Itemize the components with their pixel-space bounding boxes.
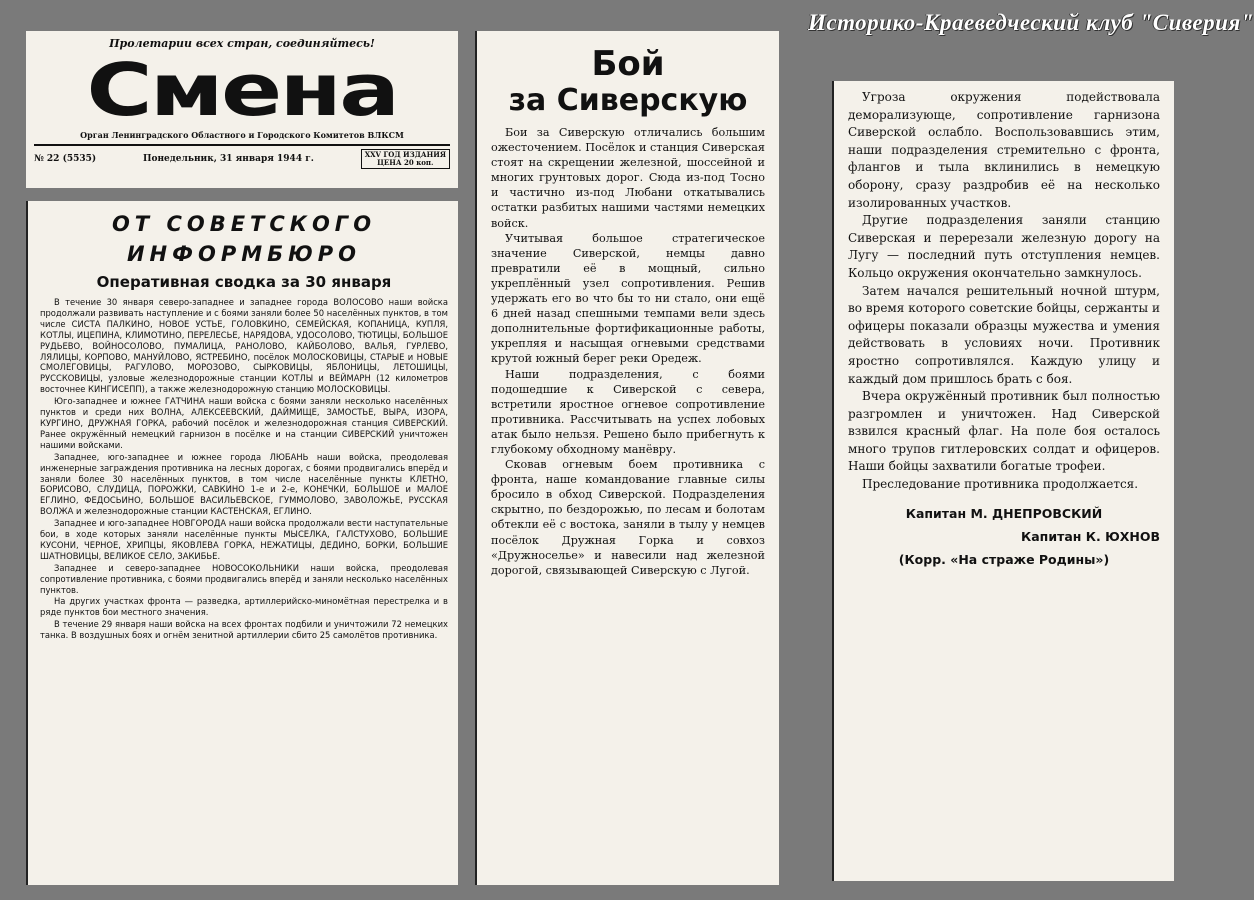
article-signatures [848, 502, 1160, 571]
article-paragraph: Учитывая большое стратегическое значение Сиверской, немцы давно превратили её в мощный, сильно укреплённый узел сопротивления. Решив удержать его во что бы то ни стало, они ещё 6 дней назад спешными темпами вели здесь дополнительные фортификационные работы, укрепляя и насыщая огневыми средствами крутой южный берег реки Оредеж. [491, 231, 765, 366]
report-paragraph: Западнее и юго-западнее НОВГОРОДА наши войска продолжали вести наступательные бои, в ходе которых заняли населённые пункты МЫСЕЛКА, ГАЛСТУХОВО, БОЛЬШИЕ КУСОНИ, ЧЕРНОЕ, ХРИПЦЫ, ЯКОВЛЕВА ГОРКА, НЕЖАТИЦЫ, ДЕДИНО, БОРКИ, БОЛЬШИЕ ШАТНОВИЦЫ, ВЕЛИКОЕ СЕЛО, ЗАКИБЬЕ. [40, 518, 448, 561]
continuation-paragraph: Вчера окружённый противник был полностью разгромлен и уничтожен. Над Сиверской взвился красный флаг. На поле боя осталось много трупов гитлеровских солдат и офицеров. Наши бойцы захватили богатые трофеи. [848, 389, 1160, 474]
article-continuation [832, 81, 1174, 881]
article-title-line1: Бой [591, 44, 665, 84]
year-price-box [361, 149, 450, 169]
report-paragraph: Западнее и северо-западнее НОВОСОКОЛЬНИКИ наши войска, преодолевая сопротивление противника, с боями продвигались вперёд и заняли несколько населённых пунктов. [40, 562, 448, 595]
club-watermark: Историко-Краеведческий клуб "Сиверия" [808, 10, 1254, 35]
masthead-info-line [34, 149, 450, 169]
continuation-body [848, 89, 1160, 494]
newspaper-title: Смена [86, 48, 398, 132]
report-body [40, 297, 448, 641]
continuation-paragraph: Угроза окружения подействовала деморализующе, сопротивление гарнизона Сиверской ослабло. Воспользовавшись этим, наши подразделения стремительно с фронта, флангов и тыла вклинились в немецкую оборону, сразу раздробив её на несколько изолированных участков. [848, 90, 1160, 210]
signature-yukhnov: Капитан К. ЮХНОВ [1021, 528, 1160, 544]
article-paragraph: Сковав огневым боем противника с фронта, наше командование главные силы бросило в обход Сиверской. Подразделения скрытно, по бездорожью, по лесам и болотам обтекли её с востока, заняли в тылу у немцев посёлок Дружная Горка и совхоз «Дружноселье» и навесили над железной дорогой, связывающей Сиверскую с Лугой. [491, 458, 765, 577]
report-heading-line2: ИНФОРМБЮРО [126, 242, 362, 266]
report-heading-line1: ОТ СОВЕТСКОГО [111, 212, 377, 236]
sovinformburo-report [26, 201, 458, 885]
masthead-rule [34, 144, 450, 146]
article-title-line2: за Сиверскую [508, 83, 748, 118]
continuation-paragraph: Преследование противника продолжается. [862, 477, 1139, 492]
report-paragraph: Западнее, юго-западнее и южнее города ЛЮБАНЬ наши войска, преодолевая инженерные заграждения противника на лесных дорогах, с боями продвигались вперёд и заняли более 30 населённых пунктов, в том числе населённые пункты КЛЕТНО, БОРИСОВО, СЛУДИЦА, ПОРОЖКИ, САВКИНО 1-е и 2-е, КОНЕЧКИ, БОЛЬШОЕ и МАЛОЕ ЕГЛИНО, ФЕДОСЬИНО, БОЛЬШОЕ ВАСИЛЬЕВСКОЕ, ГУММОЛОВО, ЗАВОЛОЖЬЕ, РУССКАЯ ВОЛЖА и железнодорожные станции КАСТЕНСКАЯ, ЕГЛИНО. [40, 451, 448, 517]
article-paragraph: Наши подразделения, с боями подошедшие к Сиверской с севера, встретили яростное огневое сопротивление противника. Рассчитывать на успех лобовых атак было нельзя. Решено было прибегнуть к глубокому обходному манёвру. [491, 367, 765, 456]
article-paragraph: Бои за Сиверскую отличались большим ожесточением. Посёлок и станция Сиверская стоят на скрещении железной, шоссейной и многих грунтовых дорог. Сюда из-под Тосно и частично из-под Любани откатывались остатки разбитых нашими частями немецких войск. [491, 126, 765, 230]
signature-dneprovsky: Капитан М. ДНЕПРОВСКИЙ [905, 505, 1103, 521]
issue-date: Понедельник, 31 января 1944 г. [142, 154, 314, 164]
year-line: XXV ГОД ИЗДАНИЯ [364, 150, 446, 159]
masthead-organ: Орган Ленинградского Областного и Городского Комитетов ВЛКСМ [80, 130, 404, 140]
report-paragraph: Юго-западнее и южнее ГАТЧИНА наши войска с боями заняли несколько населённых пунктов и среди них ВОЛНА, АЛЕКСЕЕВСКИЙ, ДАЙМИЩЕ, ЗАМОСТЬЕ, ВЫРА, ИЗОРА, КУРГИНО, ДРУЖНАЯ ГОРКА, рабочий посёлок и железнодорожная станция СИВЕРСКИЙ. Ранее окружённый немецкий гарнизон в посёлке и на станции СИВЕРСКИЙ уничтожен нашими войсками. [40, 396, 448, 450]
price-line: ЦЕНА 20 коп. [377, 158, 434, 167]
report-subheading: Оперативная сводка за 30 января [96, 273, 392, 291]
article-body [491, 125, 765, 578]
continuation-paragraph: Затем начался решительный ночной штурм, во время которого советские бойцы, сержанты и офицеры показали образцы мужества и умения действовать в условиях ночи. Противник яростно сопротивлялся. Каждую улицу и каждый дом пришлось брать с боя. [848, 283, 1160, 386]
issue-number: № 22 (5535) [34, 154, 97, 164]
masthead-motto: Пролетарии всех стран, соединяйтесь! [109, 37, 375, 50]
report-paragraph: В течение 30 января северо-западнее и западнее города ВОЛОСОВО наши войска продолжали развивать наступление и с боями заняли более 50 населённых пунктов, в том числе СИСТА ПАЛКИНО, НОВОЕ УСТЬЕ, ГОЛОВКИНО, СЕМЕЙСКАЯ, КОПАНИЦА, КУПЛЯ, КОТЛЫ, ИЦЕПИНА, КЛИМОТИНО, ПЕРЕЛЕСЬЕ, НАРЯДОВА, УДОСОЛОВО, ТЮТИЦЫ, БОЛЬШОЕ РУДЬЕВО, ВОЙНОСОЛОВО, ПУМАЛИЦА, РАНОЛОВО, КАЙБОЛОВО, ВАЛЬЯ, ГУРЛЕВО, ЛЯЛИЦЫ, КОРПОВО, МАНУЙЛОВО, ЯСТРЕБИНО, посёлок МОЛОСКОВИЦЫ, СТАРЫЕ и НОВЫЕ СМОЛЕГОВИЦЫ, РАГУЛОВО, МОРОЗОВО, СЫРКОВИЦЫ, ЯБЛОНИЦЫ, ЛЕТОШИЦЫ, РУССКОВИЦЫ, узловые железнодорожные станции КОТЛЫ и ВЕЙМАРН (12 километров восточнее КИНГИСЕПП), а также железнодорожную станцию МОЛОСКОВИЦЫ. [40, 297, 448, 395]
newspaper-masthead [26, 31, 458, 188]
continuation-paragraph: Другие подразделения заняли станцию Сиверская и перерезали железную дорогу на Лугу — последний путь отступления немцев. Кольцо окружения окончательно замкнулось. [848, 213, 1160, 280]
report-paragraph: В течение 29 января наши войска на всех фронтах подбили и уничтожили 72 немецких танка. В воздушных боях и огнём зенитной артиллерии сбито 25 самолётов противника. [40, 619, 448, 641]
battle-article [475, 31, 779, 885]
report-paragraph: На других участках фронта — разведка, артиллерийско-миномётная перестрелка и в ряде пунктов бои местного значения. [40, 596, 448, 618]
correspondent-note: (Корр. «На страже Родины») [898, 551, 1110, 567]
